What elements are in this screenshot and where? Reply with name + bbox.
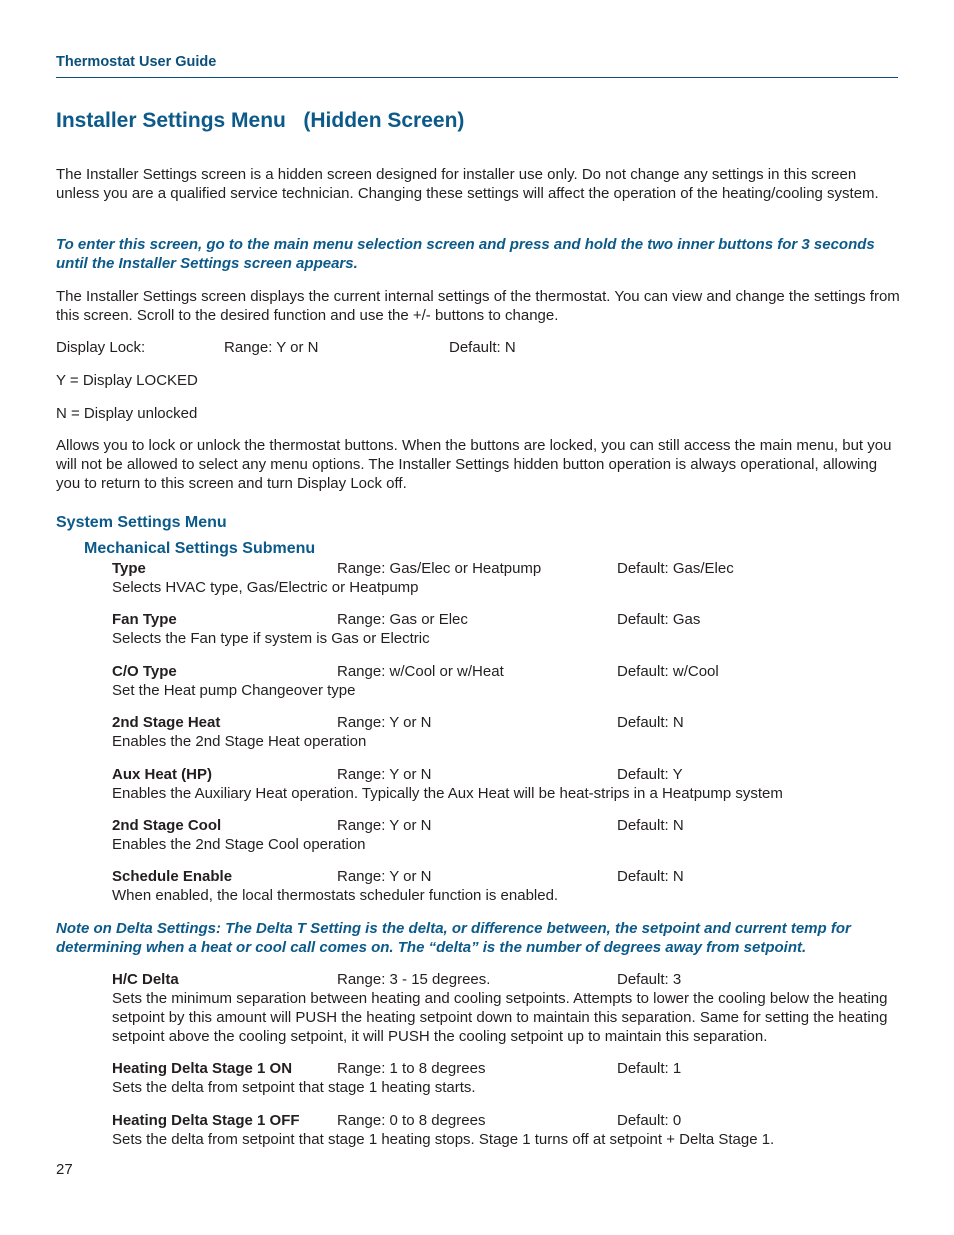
- display-lock-y: Y = Display LOCKED: [56, 372, 198, 389]
- setting-desc: Sets the delta from setpoint that stage 1 heating stops. Stage 1 turns off at setpoint + Delta Stage 1.: [112, 1131, 775, 1148]
- setting-range: Range: Y or N: [337, 817, 432, 834]
- setting-name: Aux Heat (HP): [112, 766, 213, 783]
- setting-co-type: [112, 662, 902, 700]
- header-rule: [56, 77, 898, 78]
- page-title: Installer Settings Menu (Hidden Screen): [56, 109, 465, 132]
- setting-name: 2nd Stage Heat: [112, 714, 221, 731]
- setting-name: Heating Delta Stage 1 ON: [112, 1060, 293, 1077]
- setting-range: Range: 1 to 8 degrees: [337, 1060, 486, 1077]
- display-lock-default: Default: N: [449, 339, 516, 356]
- setting-range: Range: 0 to 8 degrees: [337, 1112, 486, 1129]
- setting-name: Type: [112, 560, 146, 577]
- setting-name: Heating Delta Stage 1 OFF: [112, 1112, 300, 1129]
- setting-name: H/C Delta: [112, 971, 179, 988]
- setting-2nd-stage-cool: [112, 816, 902, 854]
- setting-default: Default: Y: [617, 766, 683, 783]
- setting-desc: Set the Heat pump Changeover type: [112, 682, 356, 699]
- setting-desc: Sets the minimum separation between heating and cooling setpoints. Attempts to lower the cooling below the heating setpoint by this amount will PUSH the heating setpoint down to maintain this separation. Same for setting the heating setpoint above the cooling setpoint, it will PUSH the cooling setpoint up to maintain this separation.: [112, 990, 888, 1045]
- setting-name: 2nd Stage Cool: [112, 817, 222, 834]
- page-number: 27: [56, 1161, 73, 1178]
- setting-range: Range: Y or N: [337, 766, 432, 783]
- setting-name: C/O Type: [112, 663, 177, 680]
- intro-paragraph: The Installer Settings screen is a hidden screen designed for installer use only. Do not change any settings in this screen unless you are a qualified service technician. Changing these settings will affect the operation of the heating/cooling system.: [56, 166, 879, 202]
- setting-aux-heat: [112, 765, 902, 803]
- display-lock-explanation: Allows you to lock or unlock the thermostat buttons. When the buttons are locked, you can still access the main menu, but you will not be allowed to select any menu options. The Installer Settings hidden button operation is always operational, allowing you to return to this screen and turn Display Lock off.: [56, 437, 892, 492]
- setting-name: Fan Type: [112, 611, 177, 628]
- setting-default: Default: 3: [617, 971, 682, 988]
- setting-range: Range: 3 - 15 degrees.: [337, 971, 491, 988]
- setting-default: Default: N: [617, 817, 684, 834]
- setting-schedule-enable: [112, 867, 902, 905]
- setting-range: Range: Gas or Elec: [337, 611, 468, 628]
- setting-type: [112, 559, 902, 597]
- setting-heating-delta-off: [112, 1111, 902, 1149]
- setting-desc: Enables the Auxiliary Heat operation. Typically the Aux Heat will be heat-strips in a Heatpump system: [112, 785, 783, 802]
- setting-default: Default: N: [617, 714, 684, 731]
- setting-default: Default: Gas: [617, 611, 701, 628]
- setting-hc-delta: [112, 970, 902, 1046]
- setting-desc: Selects HVAC type, Gas/Electric or Heatpump: [112, 579, 419, 596]
- display-lock-range: Range: Y or N: [224, 339, 319, 356]
- setting-name: Schedule Enable: [112, 868, 233, 885]
- system-settings-heading: System Settings Menu: [56, 514, 227, 531]
- setting-range: Range: Y or N: [337, 714, 432, 731]
- setting-desc: When enabled, the local thermostats scheduler function is enabled.: [112, 887, 559, 904]
- setting-desc: Enables the 2nd Stage Heat operation: [112, 733, 367, 750]
- setting-range: Range: Y or N: [337, 868, 432, 885]
- setting-default: Default: N: [617, 868, 684, 885]
- description-paragraph: The Installer Settings screen displays the current internal settings of the thermostat. You can view and change the settings from this screen. Scroll to the desired function and use the +/- buttons to change.: [56, 288, 900, 324]
- instruction-note: To enter this screen, go to the main menu selection screen and press and hold the two inner buttons for 3 seconds until the Installer Settings screen appears.: [56, 236, 875, 272]
- setting-default: Default: w/Cool: [617, 663, 719, 680]
- setting-default: Default: 1: [617, 1060, 682, 1077]
- setting-desc: Selects the Fan type if system is Gas or Electric: [112, 630, 430, 647]
- setting-range: Range: w/Cool or w/Heat: [337, 663, 504, 680]
- setting-2nd-stage-heat: [112, 713, 902, 751]
- setting-fan-type: [112, 610, 902, 648]
- setting-default: Default: Gas/Elec: [617, 560, 734, 577]
- setting-desc: Enables the 2nd Stage Cool operation: [112, 836, 366, 853]
- setting-heating-delta-on: [112, 1059, 902, 1097]
- setting-desc: Sets the delta from setpoint that stage 1 heating starts.: [112, 1079, 476, 1096]
- display-lock-name: Display Lock:: [56, 339, 146, 356]
- delta-note: Note on Delta Settings: The Delta T Setting is the delta, or difference between, the setpoint and current temp for determining when a heat or cool call comes on. The “delta” is the number of degrees away from setpoint.: [56, 920, 851, 956]
- mechanical-submenu-heading: Mechanical Settings Submenu: [84, 540, 316, 557]
- running-header: Thermostat User Guide: [56, 54, 217, 70]
- setting-range: Range: Gas/Elec or Heatpump: [337, 560, 542, 577]
- setting-default: Default: 0: [617, 1112, 682, 1129]
- display-lock-n: N = Display unlocked: [56, 405, 198, 422]
